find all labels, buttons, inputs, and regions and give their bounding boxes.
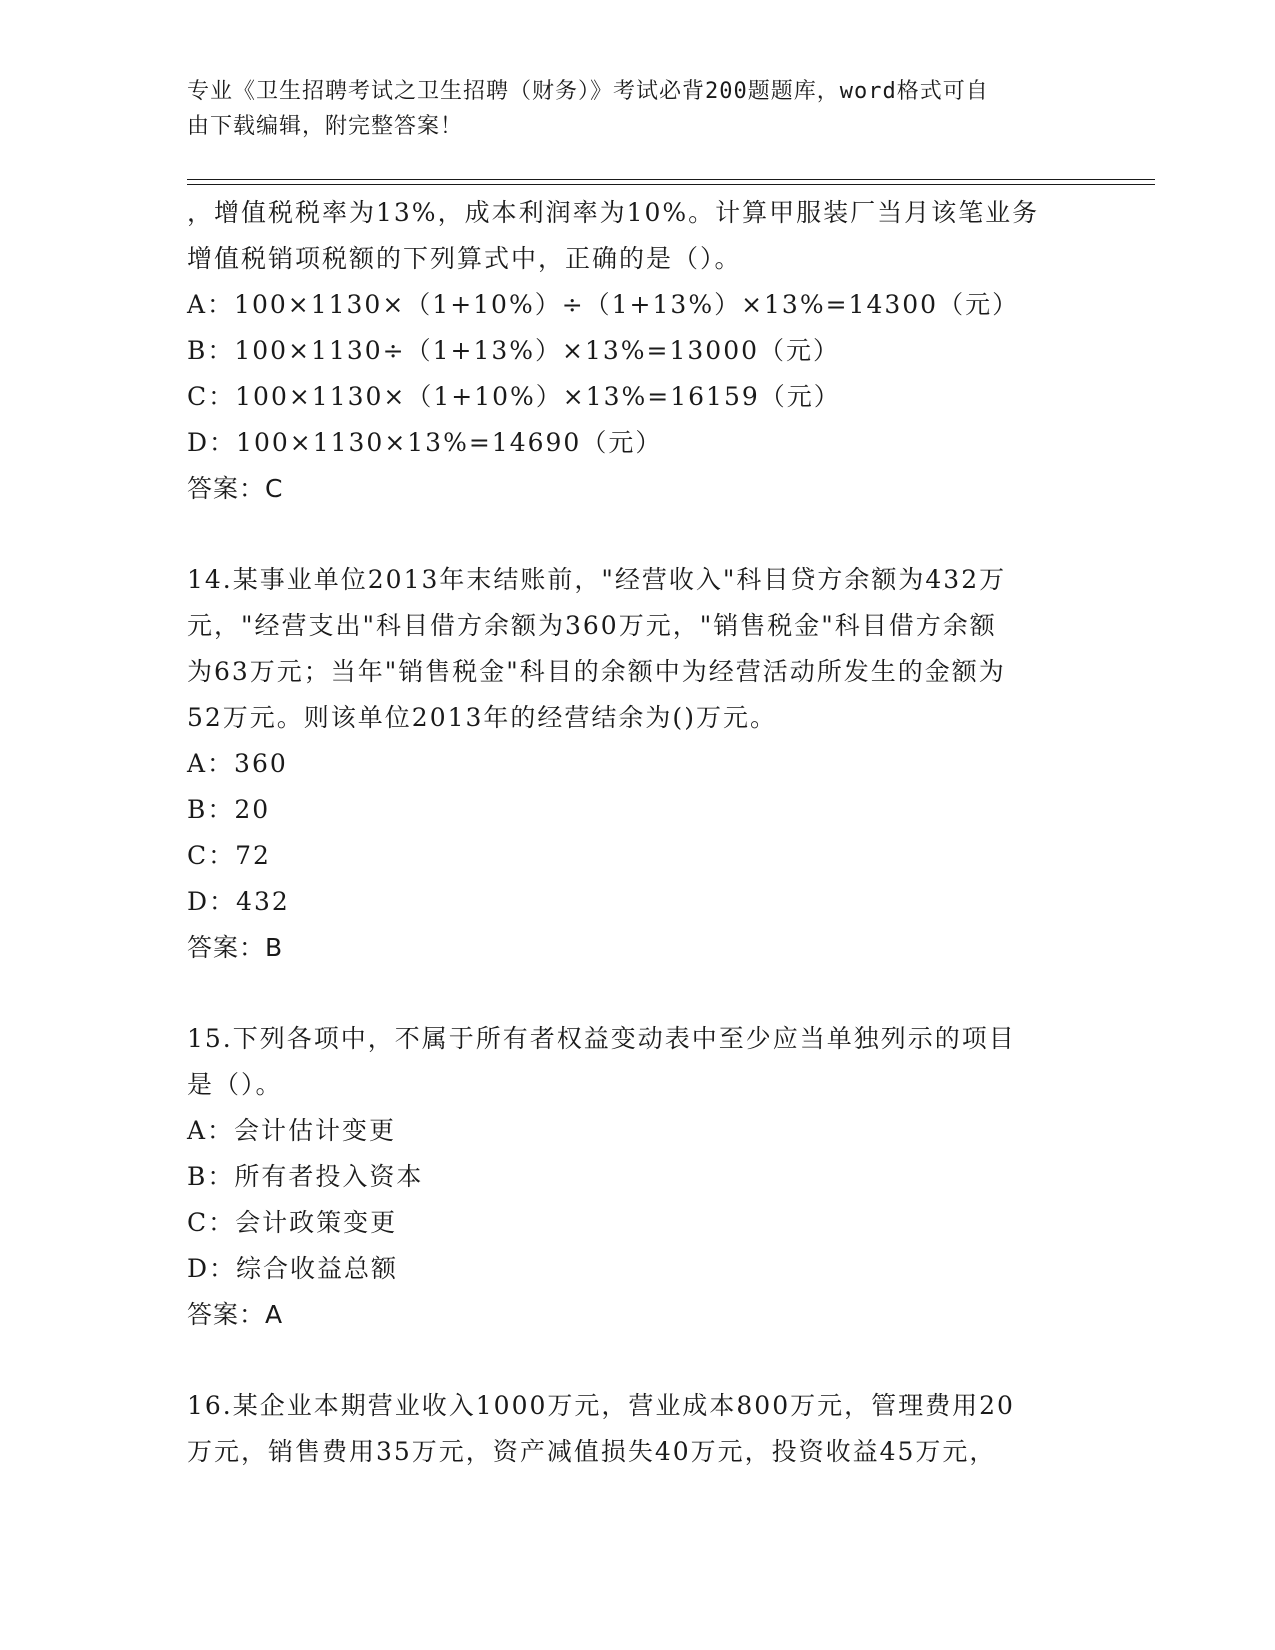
question-13 [187,190,1087,512]
question-14-stem-line-4: 52万元。则该单位2013年的经营结余为()万元。 [187,703,777,732]
question-13-answer: 答案：C [187,474,284,503]
question-13-stem-line-2: 增值税销项税额的下列算式中，正确的是（）。 [187,244,742,273]
question-14-stem-line-1: 14.某事业单位2013年末结账前，"经营收入"科目贷方余额为432万 [187,565,1007,594]
question-15-stem-line-2: 是（）。 [187,1070,283,1099]
spacer [187,971,1087,1016]
question-14-answer: 答案：B [187,933,284,962]
question-14-option-a: A：360 [187,749,288,778]
question-13-option-d: D：100×1130×13%=14690（元） [187,428,663,457]
header-divider-bottom [187,184,1155,185]
question-15-answer: 答案：A [187,1300,284,1329]
question-15-option-b: B：所有者投入资本 [187,1162,424,1191]
question-16-stem-line-1: 16.某企业本期营业收入1000万元，营业成本800万元，管理费用20 [187,1391,1015,1420]
question-14-stem-line-3: 为63万元；当年"销售税金"科目的余额中为经营活动所发生的金额为 [187,657,1006,686]
question-13-option-c: C：100×1130×（1+10%）×13%=16159（元） [187,382,841,411]
question-15-option-c: C：会计政策变更 [187,1208,398,1237]
question-15-option-d: D：综合收益总额 [187,1254,399,1283]
header-title-line-2: 由下载编辑，附完整答案！ [187,114,464,139]
question-14-option-b: B：20 [187,795,271,824]
document-body [187,190,1087,1475]
question-16-stem-line-2: 万元，销售费用35万元，资产减值损失40万元，投资收益45万元， [187,1437,997,1466]
document-header [187,74,1067,144]
header-title-line-1: 专业《卫生招聘考试之卫生招聘（财务）》考试必背200题题库，word格式可自 [187,79,989,104]
question-15-option-a: A：会计估计变更 [187,1116,397,1145]
question-15-stem-line-1: 15.下列各项中，不属于所有者权益变动表中至少应当单独列示的项目 [187,1024,1016,1053]
question-14-option-d: D：432 [187,887,290,916]
question-15 [187,1016,1087,1338]
question-13-option-b: B：100×1130÷（1+13%）×13%=13000（元） [187,336,841,365]
spacer [187,512,1087,557]
question-14 [187,557,1087,971]
question-13-option-a: A：100×1130×（1+10%）÷（1+13%）×13%=14300（元） [187,290,1020,319]
question-14-stem-line-2: 元，"经营支出"科目借方余额为360万元，"销售税金"科目借方余额 [187,611,997,640]
question-13-stem-line-1: ，增值税税率为13%，成本利润率为10%。计算甲服装厂当月该笔业务 [187,198,1040,227]
question-14-option-c: C：72 [187,841,271,870]
spacer [187,1338,1087,1383]
question-16 [187,1383,1087,1475]
header-divider-top [187,179,1155,180]
